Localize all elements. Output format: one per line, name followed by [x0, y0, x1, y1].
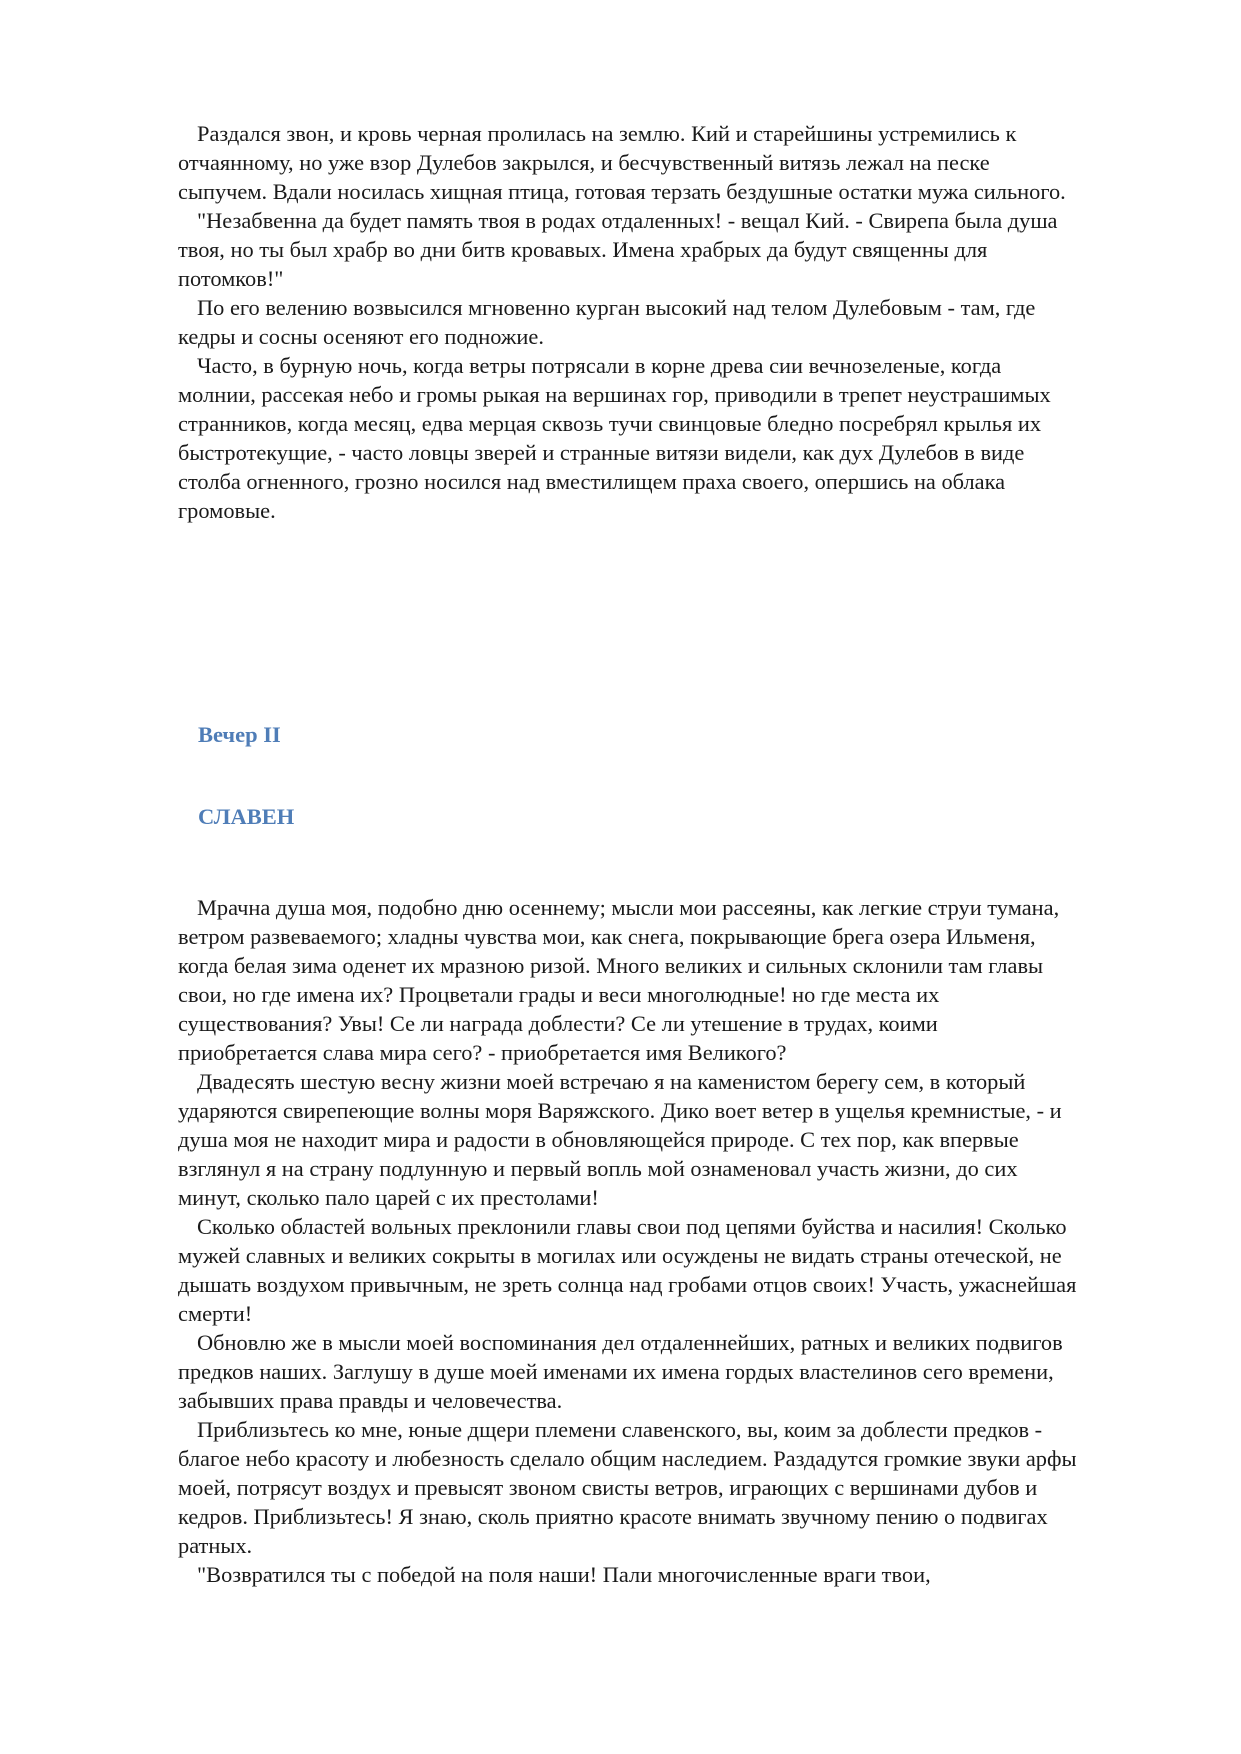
paragraph: Двадесять шестую весну жизни моей встречаю я на каменистом берегу сем, в который ударяются свирепеющие волны моря Варяжского. Дико воет ветер в ущелья кремнистые, - и душа моя не находит мира и радости в обновляющейся природе. С тех пор, как впервые взглянул я на страну подлунную и первый вопль мой ознаменовал участь жизни, до сих минут, сколько пало царей с их престолами! [178, 1069, 1062, 1210]
paragraph: Обновлю же в мысли моей воспоминания дел отдаленнейших, ратных и великих подвигов предков наших. Заглушу в душе моей именами их имена гордых властелинов сего времени, забывших права правды и человечества. [178, 1330, 1063, 1413]
text-section-bottom [178, 893, 1078, 1589]
paragraph: По его велению возвысился мгновенно курган высокий над телом Дулебовым - там, где кедры и сосны осеняют его подножие. [178, 295, 1036, 349]
paragraph: Раздался звон, и кровь черная пролилась на землю. Кий и старейшины устремились к отчаянному, но уже взор Дулебов закрылся, и бесчувственный витязь лежал на песке сыпучем. Вдали носилась хищная птица, готовая терзать бездушные остатки мужа сильного. [178, 121, 1066, 204]
paragraph: "Возвратился ты с победой на поля наши! Пали многочисленные враги твои, [197, 1562, 931, 1587]
chapter-title: СЛАВЕН [198, 804, 295, 829]
paragraph: Приблизьтесь ко мне, юные дщери племени славенского, вы, коим за доблести предков - благое небо красоту и любезность сделало общим наследием. Раздадутся громкие звуки арфы моей, потрясут воздух и превысят звоном свисты ветров, играющих с вершинами дубов и кедров. Приблизьтесь! Я знаю, сколь приятно красоте внимать звучному пению о подвигах ратных. [178, 1417, 1077, 1558]
paragraph: Мрачна душа моя, подобно дню осеннему; мысли мои рассеяны, как легкие струи тумана, ветром развеваемого; хладны чувства мои, как снега, покрывающие брега озера Ильменя, когда белая зима оденет их мразною ризой. Много великих и сильных склонили там главы свои, но где имена их? Процветали грады и веси многолюдные! но где места их существования? Увы! Се ли награда доблести? Се ли утешение в трудах, коими приобретается слава мира сего? - приобретается имя Великого? [178, 895, 1060, 1065]
text-section-top [178, 119, 1078, 525]
paragraph: "Незабвенна да будет память твоя в родах отдаленных! - вещал Кий. - Свирепа была душа твоя, но ты был храбр во дни битв кровавых. Имена храбрых да будут священны для потомков!" [178, 208, 1058, 291]
paragraph: Часто, в бурную ночь, когда ветры потрясали в корне древа сии вечнозеленые, когда молнии, рассекая небо и громы рыкая на вершинах гор, приводили в трепет неустрашимых странников, когда месяц, едва мерцая сквозь тучи свинцовые бледно посребрял крылья их быстротекущие, - часто ловцы зверей и странные витязи видели, как дух Дулебов в виде столба огненного, грозно носился над вместилищем праха своего, опершись на облака громовые. [178, 353, 1051, 523]
section-heading-evening: Вечер II [198, 722, 281, 747]
paragraph: Сколько областей вольных преклонили главы свои под цепями буйства и насилия! Сколько мужей славных и великих сокрыты в могилах или осуждены не видать страны отеческой, не дышать воздухом привычным, не зреть солнца над гробами отцов своих! Участь, ужаснейшая смерти! [178, 1214, 1077, 1326]
